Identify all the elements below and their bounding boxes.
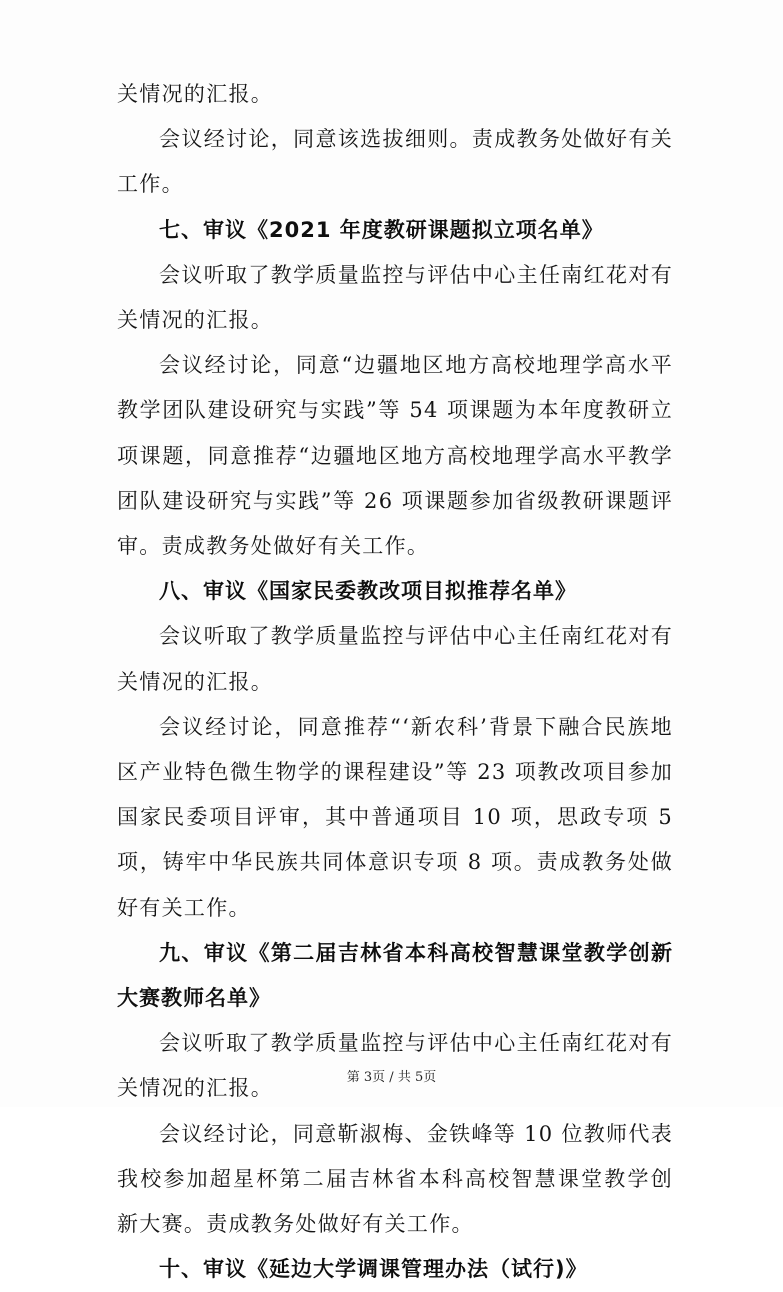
paragraph: 会议听取了教学质量监控与评估中心主任南红花对有关情况的汇报。 xyxy=(117,624,673,694)
paragraph: 会议听取了教学质量监控与评估中心主任南红花对有关情况的汇报。 xyxy=(117,262,673,333)
paragraph: 会议经讨论，同意该选拔细则。责成教务处做好有关工作。 xyxy=(117,127,673,197)
section-heading: 十、审议《延边大学调课管理办法（试行)》 xyxy=(159,1257,588,1282)
paragraph: 会议听取了教学质量监控与评估中心主任南红花对有关情况的汇报。 xyxy=(117,1031,673,1101)
paragraph: 关情况的汇报。 xyxy=(117,82,274,106)
paragraph: 会议经讨论，同意“边疆地区地方高校地理学高水平教学团队建设研究与实践”等 54 项课题为本年度教研立项课题，同意推荐“边疆地区地方高校地理学高水平教学团队建设研究与实践”等 26 项课题参加省级教研课题评审。责成教务处做好有关工作。 xyxy=(117,353,673,559)
paragraph: 会议经讨论，同意推荐“‘新农科’背景下融合民族地区产业特色微生物学的课程建设”等 23 项教改项目参加国家民委项目评审，其中普通项目 10 项，思政专项 5 项，铸牢中华民族共同体意识专项 8 项。责成教务处做好有关工作。 xyxy=(117,714,673,920)
page-number: 第 3页 / 共 5页 xyxy=(346,1070,437,1085)
section-heading: 七、审议《2021 年度教研课题拟立项名单》 xyxy=(159,217,604,242)
document-body xyxy=(117,72,673,1292)
paragraph: 会议经讨论，同意靳淑梅、金铁峰等 10 位教师代表我校参加超星杯第二届吉林省本科高校智慧课堂教学创新大赛。责成教务处做好有关工作。 xyxy=(117,1121,673,1237)
section-heading: 九、审议《第二届吉林省本科高校智慧课堂教学创新大赛教师名单》 xyxy=(117,940,673,1011)
section-heading: 八、审议《国家民委教改项目拟推荐名单》 xyxy=(159,579,577,604)
